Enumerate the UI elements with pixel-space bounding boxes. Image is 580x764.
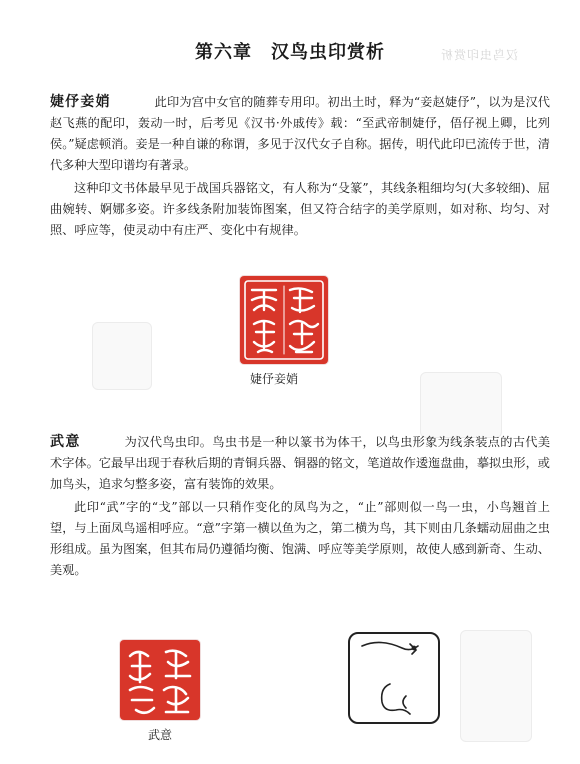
jieyu-qieshao-seal-image bbox=[240, 276, 328, 364]
bleed-through-seal-bottom bbox=[460, 630, 532, 742]
bird-insect-glyphs bbox=[120, 640, 200, 720]
section2-para1-text: 为汉代鸟虫印。鸟虫书是一种以篆书为体干，以鸟虫形象为线条装点的古代美术字体。它最早出现于春秋后期的青铜兵器、铜器的铭文，笔道故作逶迤盘曲，摹拟虫形，或加鸟头，追求匀整多姿，富有装饰的效果。 bbox=[50, 435, 551, 491]
section1-paragraph-1 bbox=[50, 92, 550, 176]
section2-paragraph-2: 此印“武”字的“戈”部以一只稍作变化的凤鸟为之，“止”部则似一鸟一虫，小鸟翘首上望，与上面凤鸟遥相呼应。“意”字第一横以鱼为之，第二横为鸟，其下则由几条蠕动屈曲之虫形组成。虽为图案，但其布局仍遵循均衡、饱满、呼应等美学原则，故使人感到新奇、生动、美观。 bbox=[50, 500, 550, 577]
bleed-through-seal-left bbox=[92, 322, 152, 390]
section-wuyi bbox=[50, 432, 550, 581]
section2-paragraph-1 bbox=[50, 432, 550, 495]
section1-paragraph-2: 这种印文书体最早见于战国兵器铭文，有人称为“殳篆”，其线条粗细均匀(大多较细)、屈曲婉转、婀娜多姿。许多线条附加装饰图案，但又符合结字的美学原则，如对称、均匀、对照、呼应等，使灵动中有庄严、变化中有规律。 bbox=[50, 181, 550, 237]
section1-para1-text: 此印为宫中女官的随葬专用印。初出土时，释为“妾赵婕伃”，以为是汉代赵飞燕的配印，轰动一时，后考见《汉书·外戚传》载：“至武帝制婕伃，俉仔视上卿，比列侯。”疑虑顿消。妾是一种自谦的称谓，多见于汉代女子自称。据传，明代此印已流传于世，清代多种大型印谱均有著录。 bbox=[50, 95, 550, 172]
section1-heading: 婕伃妾娋 bbox=[50, 94, 111, 110]
line-drawing-glyphs bbox=[350, 634, 438, 722]
section-jieyu-qieshao bbox=[50, 92, 550, 241]
wuyi-seal-image bbox=[120, 640, 200, 720]
chapter-title: 第六章 汉鸟虫印赏析 bbox=[195, 42, 385, 63]
bleed-through-header: 汉鸟虫印赏析 bbox=[440, 48, 519, 62]
bleed-through-seal-right bbox=[420, 372, 502, 438]
wuyi-line-drawing-seal bbox=[348, 632, 440, 724]
wuyi-seal-caption: 武意 bbox=[148, 728, 173, 742]
jieyu-seal-caption: 婕伃妾娋 bbox=[250, 372, 299, 386]
seal-script-glyphs bbox=[240, 276, 328, 364]
section2-heading: 武意 bbox=[50, 434, 81, 450]
